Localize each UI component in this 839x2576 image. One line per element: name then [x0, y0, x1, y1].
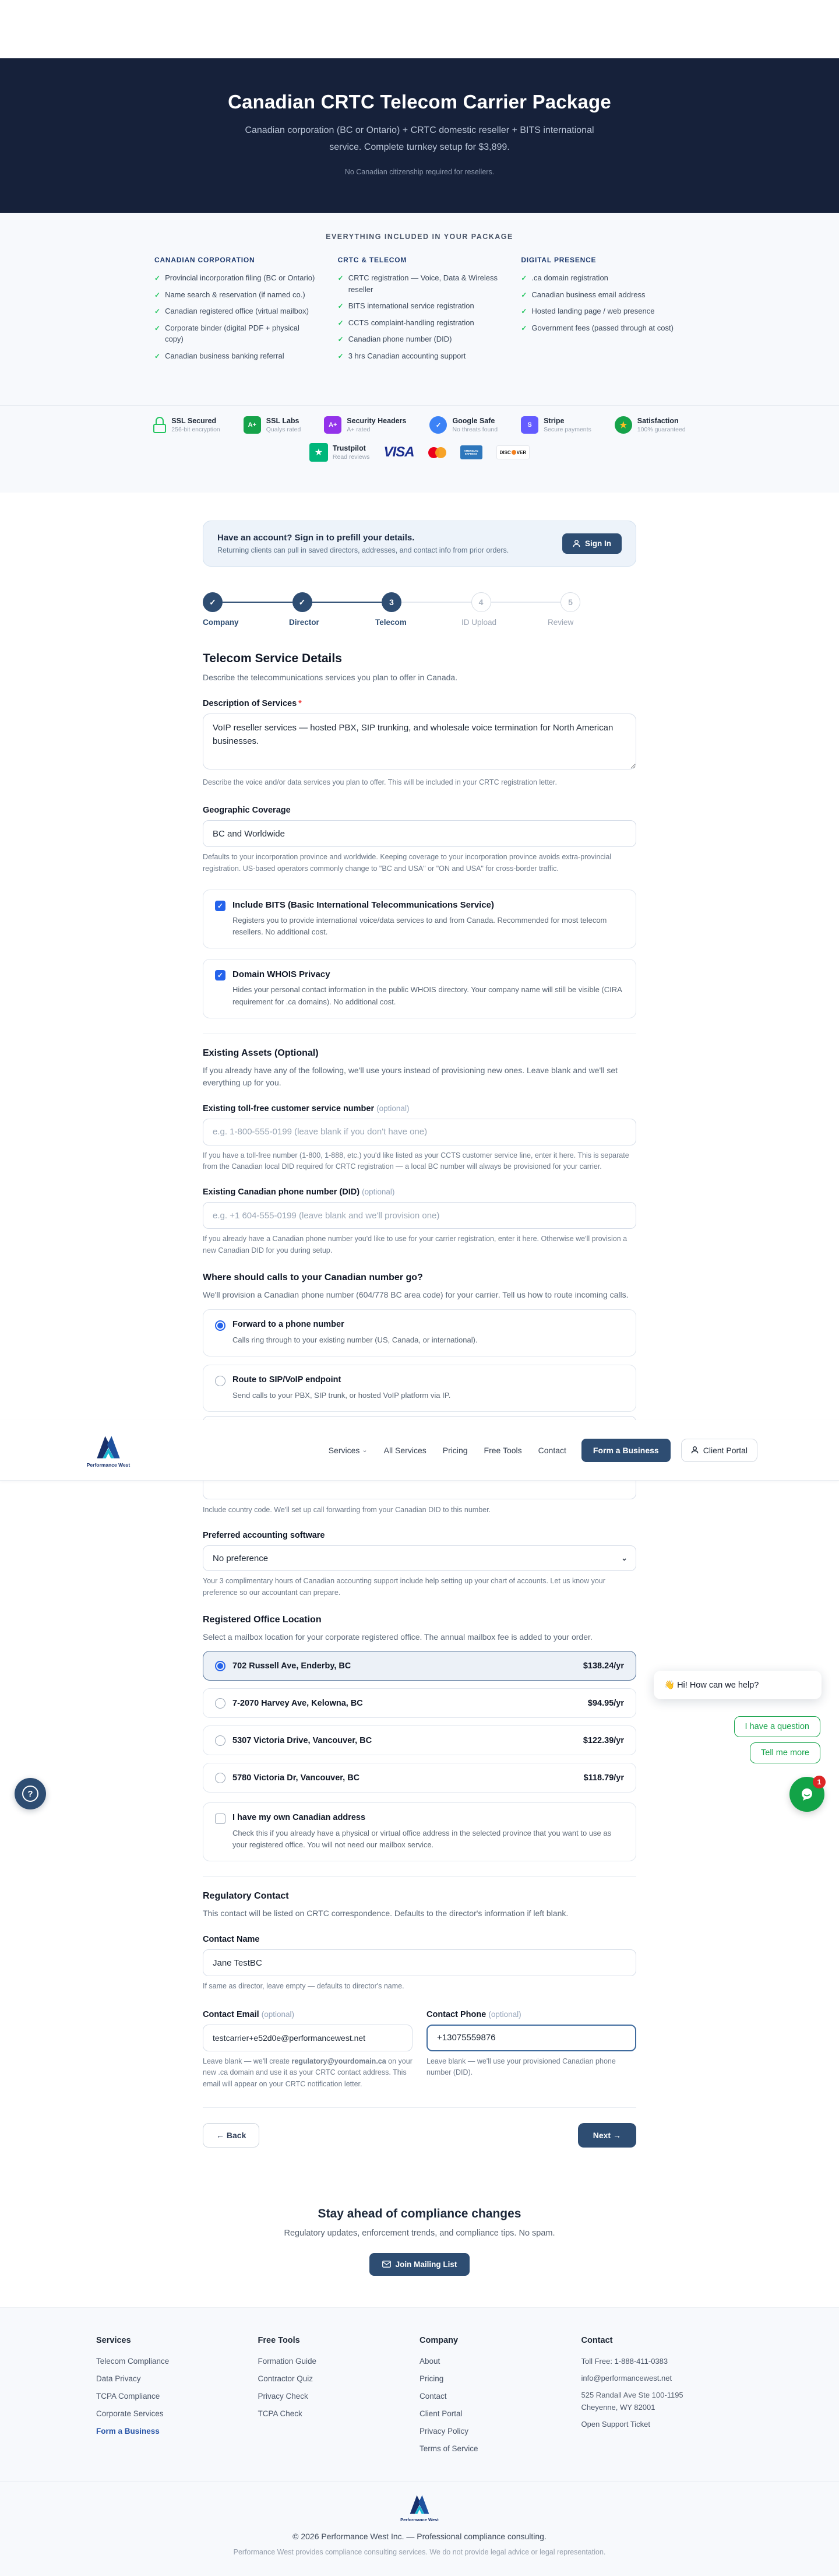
nav-link-pricing[interactable]: Pricing [442, 1445, 468, 1455]
list-item-text: Government fees (passed through at cost) [531, 323, 674, 332]
check-icon: ✓ [337, 352, 344, 360]
stripe-icon: S [521, 416, 538, 434]
badge-sub: A+ rated [347, 426, 371, 433]
discover-text: VER [516, 449, 527, 455]
trustpilot-sub: Read reviews [332, 454, 370, 461]
newsletter-subtitle: Regulatory updates, enforcement trends, and compliance tips. No spam. [284, 2228, 555, 2238]
performance-west-logo-icon [93, 1433, 124, 1461]
hero-banner [0, 58, 839, 213]
footer-col-free-tools [258, 2336, 420, 2462]
routing-option-forward[interactable] [203, 1309, 636, 1356]
office-radio[interactable] [215, 1773, 225, 1783]
footer-logo [0, 2493, 839, 2522]
sip-title: Route to SIP/VoIP endpoint [232, 1375, 341, 1385]
description-textarea[interactable] [203, 714, 636, 769]
coverage-input[interactable] [203, 820, 636, 847]
did-label [203, 1187, 636, 1197]
did-label-text: Existing Canadian phone number (DID) [203, 1187, 360, 1197]
footer-email[interactable]: info@performancewest.net [581, 2373, 672, 2382]
contact-name-input[interactable] [203, 1949, 636, 1976]
badge-security-headers [324, 416, 406, 434]
badge-name: Google Safe [452, 417, 495, 425]
discover-dot-icon [512, 450, 516, 455]
a-plus-icon: A+ [324, 416, 341, 434]
contact-name-label: Contact Name [203, 1935, 260, 1945]
included-title: EVERYTHING INCLUDED IN YOUR PACKAGE [326, 233, 513, 241]
footer-link-terms[interactable]: Terms of Service [420, 2444, 478, 2453]
list-item [338, 272, 502, 295]
list-item [338, 333, 502, 345]
step-label-director: Director [289, 618, 319, 627]
check-icon: ✓ [521, 274, 527, 282]
step-label-telecom: Telecom [375, 618, 407, 627]
client-portal-label: Client Portal [703, 1445, 748, 1455]
arrow-left-icon: ← [216, 2130, 224, 2140]
whois-desc: Hides your personal contact information in the public WHOIS directory. Your company name will still be visible (CIRA requirement for .ca domains). No additional cost. [232, 985, 622, 1006]
tollfree-label-text: Existing toll-free customer service number [203, 1104, 375, 1113]
office-radio[interactable] [215, 1735, 225, 1746]
check-icon: ✓ [337, 318, 344, 327]
included-col-header: CRTC & TELECOM [337, 256, 407, 264]
list-item [154, 305, 318, 317]
badge-satisfaction [615, 416, 686, 434]
office-price: $118.79/yr [583, 1773, 624, 1783]
tollfree-input[interactable] [203, 1119, 636, 1145]
own-address-title: I have my own Canadian address [232, 1813, 366, 1823]
footer-col-heading: Contact [581, 2335, 613, 2345]
contact-phone-field [426, 1995, 636, 2090]
list-item [154, 289, 318, 301]
routing-intro: We'll provision a Canadian phone number (604/778 BC area code) for your carrier. Tell us how to route incoming calls. [203, 1290, 629, 1300]
footer-link-contractor-quiz[interactable]: Contractor Quiz [258, 2374, 313, 2383]
nav-link-free-tools[interactable]: Free Tools [484, 1445, 522, 1455]
footer-link-contact[interactable]: Contact [420, 2391, 447, 2401]
signin-subtitle: Returning clients can pull in saved directors, addresses, and contact info from prior orders. [217, 546, 509, 554]
included-col-corporation [154, 256, 318, 367]
arrow-right-icon: → [613, 2130, 621, 2140]
step-review-circle[interactable]: 5 [560, 592, 580, 612]
step-label-company: Company [203, 618, 239, 627]
step-connector [491, 602, 561, 603]
footer-link-about[interactable]: About [420, 2356, 440, 2366]
footer-link-telecom-compliance[interactable]: Telecom Compliance [96, 2356, 170, 2366]
optional-tag: (optional) [376, 1104, 410, 1113]
list-item [154, 322, 318, 345]
list-item [521, 322, 685, 334]
lock-icon [153, 417, 166, 433]
newsletter-section [0, 2173, 839, 2307]
badge-google-safe [429, 416, 498, 434]
contact-phone-helper: Leave blank — we'll use your provisioned Canadian phone number (DID). [426, 2057, 616, 2077]
signin-title: Have an account? Sign in to prefill your details. [217, 533, 415, 543]
included-grid [154, 256, 685, 367]
section-divider [203, 1876, 636, 1877]
footer-link-privacy-policy[interactable]: Privacy Policy [420, 2426, 469, 2436]
routing-option-sip[interactable] [203, 1365, 636, 1412]
footer-address-line1: 525 Randall Ave Ste 100-1195 [581, 2390, 683, 2399]
chat-quick-reply-question[interactable]: I have a question [734, 1716, 820, 1737]
next-button[interactable] [578, 2123, 636, 2148]
did-input[interactable] [203, 1202, 636, 1229]
own-address-card[interactable] [203, 1802, 636, 1861]
trustpilot-star-icon: ★ [309, 443, 328, 462]
optional-tag: (optional) [488, 2009, 521, 2019]
help-button[interactable] [15, 1778, 46, 1809]
accounting-label: Preferred accounting software [203, 1531, 325, 1541]
step-connector [312, 602, 382, 603]
footer-address-line2: Cheyenne, WY 82001 [581, 2402, 655, 2412]
coverage-helper: Defaults to your incorporation province and worldwide. Keeping coverage to your incorporation province avoids extra-provincial registration. US-based operators commonly change to "BC and USA" or "ON and USA" for cross-border traffic. [203, 853, 612, 873]
office-option-enderby[interactable] [203, 1651, 636, 1681]
nav-link-contact[interactable]: Contact [538, 1445, 566, 1455]
form-a-business-button[interactable]: Form a Business [581, 1439, 671, 1462]
existing-assets-heading: Existing Assets (Optional) [203, 1048, 319, 1058]
footer-col-heading: Company [420, 2335, 459, 2345]
office-heading: Registered Office Location [203, 1615, 322, 1625]
office-intro: Select a mailbox location for your corporate registered office. The annual mailbox fee is added to your order. [203, 1632, 593, 1642]
footer-col-contact [581, 2336, 743, 2462]
helper-bold: regulatory@yourdomain.ca [291, 2057, 386, 2065]
office-price: $94.95/yr [587, 1698, 624, 1708]
contact-email-label [203, 2010, 413, 2019]
check-icon: ✓ [154, 274, 161, 282]
nav-link-all-services[interactable]: All Services [383, 1445, 426, 1455]
list-item-text: Corporate binder (digital PDF + physical copy) [165, 323, 299, 343]
trust-badges-section [0, 405, 839, 493]
check-icon: ✓ [154, 290, 161, 299]
office-option-vancouver-2[interactable] [203, 1763, 636, 1793]
helper-text: on your new .ca domain and use it as your CRTC contact address. This email will appear on your CRTC notification letter. [203, 2057, 413, 2088]
chevron-down-icon: ⌄ [621, 1554, 628, 1563]
list-item [154, 272, 318, 284]
list-item [521, 272, 685, 284]
star-icon: ★ [615, 416, 632, 434]
section-divider [203, 2107, 636, 2108]
contact-email-input[interactable] [203, 2025, 413, 2051]
list-item-text: Hosted landing page / web presence [531, 307, 655, 315]
list-item [338, 350, 502, 362]
included-col-header: CANADIAN CORPORATION [154, 256, 255, 264]
badge-name: SSL Labs [266, 417, 299, 425]
footer-col-services [96, 2336, 258, 2462]
discover-text: DISC [499, 449, 511, 455]
chat-bubble-icon [798, 1786, 816, 1803]
required-mark: * [298, 699, 302, 708]
regulatory-heading: Regulatory Contact [203, 1891, 289, 1902]
person-icon [691, 1446, 699, 1454]
regulatory-intro: This contact will be listed on CRTC correspondence. Defaults to the director's information if left blank. [203, 1909, 569, 1918]
coverage-label: Geographic Coverage [203, 806, 291, 816]
footer-link-form-a-business[interactable]: Form a Business [96, 2426, 160, 2436]
routing-heading: Where should calls to your Canadian number go? [203, 1273, 423, 1283]
contact-email-label-text: Contact Email [203, 2009, 259, 2019]
step-label-id-upload: ID Upload [461, 618, 497, 627]
footer-link-client-portal[interactable]: Client Portal [420, 2409, 463, 2418]
step-label-review: Review [548, 618, 574, 627]
footer-link-tcpa-check[interactable]: TCPA Check [258, 2409, 302, 2418]
contact-phone-label-text: Contact Phone [426, 2009, 487, 2019]
contact-phone-label [426, 2010, 636, 2019]
progress-stepper [203, 592, 636, 638]
whois-checkbox[interactable]: ✓ [215, 970, 225, 981]
list-item-text: CRTC registration — Voice, Data & Wireless reseller [348, 273, 498, 294]
badge-sub: No threats found [452, 426, 498, 433]
tollfree-helper: If you have a toll-free number (1-800, 1-888, etc.) you'd like listed as your CCTS customer service line, enter it here. This is separate from the Canadian local DID required for CRTC registration — a local BC number will always be provisioned for your carrier. [203, 1151, 629, 1171]
check-icon: ✓ [521, 324, 527, 332]
footer-link-data-privacy[interactable]: Data Privacy [96, 2374, 141, 2383]
sign-in-button[interactable] [562, 533, 622, 554]
check-icon: ✓ [337, 302, 344, 310]
badge-name: SSL Secured [171, 417, 217, 425]
footer [0, 2307, 839, 2576]
own-address-checkbox[interactable] [215, 1814, 225, 1824]
sip-desc: Send calls to your PBX, SIP trunk, or hosted VoIP platform via IP. [232, 1391, 451, 1400]
forward-title: Forward to a phone number [232, 1320, 344, 1330]
check-icon: ✓ [154, 324, 161, 332]
check-icon: ✓ [154, 307, 161, 315]
payment-logos-row [0, 443, 839, 462]
badge-sub: 256-bit encryption [171, 426, 220, 433]
accounting-selected-value: No preference [213, 1553, 269, 1563]
navbar-logo[interactable] [82, 1433, 135, 1468]
form-heading: Telecom Service Details [203, 652, 342, 665]
existing-assets-intro: If you already have any of the following, we'll use yours instead of provisioning new ones. Leave blank and we'll set everything up for you. [203, 1065, 618, 1087]
description-helper: Describe the voice and/or data services you plan to offer. This will be included in your CRTC registration letter. [203, 778, 557, 786]
whois-option-card[interactable] [203, 959, 636, 1018]
badge-ssl-secured [153, 417, 220, 433]
back-label: Back [226, 2130, 246, 2140]
list-item [338, 317, 502, 329]
hero-note: No Canadian citizenship required for resellers. [344, 167, 495, 176]
list-item-text: .ca domain registration [531, 273, 608, 282]
footer-copyright: © 2026 Performance West Inc. — Professional compliance consulting. [292, 2531, 547, 2541]
list-item-text: Canadian phone number (DID) [348, 335, 452, 343]
whois-title: Domain WHOIS Privacy [232, 969, 330, 980]
accounting-helper: Your 3 complimentary hours of Canadian accounting support include help setting up your chart of accounts. Let us know your preference so our accountant can prepare. [203, 1577, 605, 1597]
list-item-text: CCTS complaint-handling registration [348, 318, 474, 327]
list-item [521, 289, 685, 301]
footer-col-heading: Services [96, 2335, 131, 2345]
badge-stripe [521, 416, 591, 434]
join-mailing-list-button[interactable] [369, 2253, 470, 2276]
question-icon: ? [22, 1786, 38, 1802]
included-col-digital [521, 256, 685, 367]
contact-email-field [203, 1995, 413, 2090]
back-button[interactable] [203, 2123, 259, 2148]
navbar-brand-text: Performance West [86, 1461, 131, 1468]
check-circle-icon: ✓ [429, 416, 447, 434]
tollfree-label [203, 1104, 636, 1113]
bits-title: Include BITS (Basic International Telecommunications Service) [232, 900, 495, 911]
included-col-crtc [338, 256, 502, 367]
chat-greeting-bubble: 👋 Hi! How can we help? [654, 1671, 822, 1699]
check-icon: ✓ [337, 274, 344, 282]
office-option-kelowna[interactable] [203, 1688, 636, 1718]
check-icon: ✓ [337, 335, 344, 343]
sticky-navbar [0, 1420, 839, 1481]
chat-quick-reply-tell-me-more[interactable]: Tell me more [750, 1742, 820, 1763]
visa-logo: VISA [383, 444, 414, 460]
amex-logo: AMERICAN EXPRESS [460, 445, 482, 459]
list-item-text: BITS international service registration [348, 301, 474, 310]
contact-phone-input[interactable] [426, 2025, 636, 2051]
top-whitespace [0, 0, 839, 58]
bits-option-card[interactable] [203, 890, 636, 948]
badge-ssl-labs [244, 416, 301, 434]
page-title: Canadian CRTC Telecom Carrier Package [228, 91, 611, 113]
chevron-down-icon: ⌄ [362, 1447, 368, 1454]
office-address: 5780 Victoria Dr, Vancouver, BC [232, 1773, 360, 1783]
footer-link-privacy-check[interactable]: Privacy Check [258, 2391, 308, 2401]
list-item-text: Canadian business email address [531, 290, 646, 299]
list-item-text: Provincial incorporation filing (BC or Ontario) [165, 273, 315, 282]
form-section [0, 493, 839, 2173]
footer-bottom [0, 2482, 839, 2576]
client-portal-button[interactable] [681, 1439, 757, 1462]
footer-link-corporate-services[interactable]: Corporate Services [96, 2409, 164, 2418]
badge-sub: 100% guaranteed [637, 426, 686, 433]
person-icon [573, 540, 580, 547]
office-radio[interactable] [215, 1698, 225, 1709]
office-price: $138.24/yr [583, 1661, 624, 1671]
bits-desc: Registers you to provide international voice/data services to and from Canada. Recommended for most telecom resellers. No additional cost. [232, 916, 607, 937]
step-connector [401, 602, 471, 603]
forward-desc: Calls ring through to your existing number (US, Canada, or international). [232, 1336, 478, 1345]
trustpilot-name: Trustpilot [332, 444, 366, 452]
optional-tag: (optional) [261, 2009, 294, 2019]
office-address: 7-2070 Harvey Ave, Kelowna, BC [232, 1698, 363, 1708]
footer-support-ticket[interactable]: Open Support Ticket [581, 2419, 651, 2429]
form-intro: Describe the telecommunications services you plan to offer in Canada. [203, 673, 458, 682]
list-item-text: Canadian business banking referral [165, 351, 284, 360]
signin-banner [203, 521, 636, 567]
sip-radio[interactable] [215, 1376, 225, 1386]
trust-badges-row [0, 416, 839, 434]
envelope-icon [382, 2261, 391, 2268]
footer-col-company [420, 2336, 581, 2462]
check-icon: ✓ [154, 352, 161, 360]
list-item-text: Canadian registered office (virtual mailbox) [165, 307, 309, 315]
office-price: $122.39/yr [583, 1735, 624, 1745]
list-item-text: Name search & reservation (if named co.) [165, 290, 305, 299]
step-connector [223, 602, 292, 603]
sign-in-label: Sign In [585, 539, 611, 548]
contact-email-helper [203, 2056, 413, 2090]
a-plus-icon: A+ [244, 416, 261, 434]
footer-brand-text: Performance West [400, 2517, 439, 2522]
bits-checkbox[interactable]: ✓ [215, 901, 225, 911]
office-option-vancouver-1[interactable] [203, 1725, 636, 1755]
badge-name: Stripe [544, 417, 565, 425]
step-telecom-circle[interactable]: 3 [382, 592, 401, 612]
office-address: 5307 Victoria Drive, Vancouver, BC [232, 1735, 372, 1745]
footer-link-formation-guide[interactable]: Formation Guide [258, 2356, 317, 2366]
list-item-text: 3 hrs Canadian accounting support [348, 351, 466, 360]
contact-name-helper: If same as director, leave empty — defaults to director's name. [203, 1982, 404, 1991]
badge-sub: Secure payments [544, 426, 591, 433]
chat-unread-badge: 1 [813, 1776, 826, 1788]
nav-link-services[interactable] [329, 1446, 368, 1455]
included-section [0, 213, 839, 405]
discover-logo [496, 445, 530, 459]
badge-name: Security Headers [347, 417, 407, 425]
badge-sub: Qualys rated [266, 426, 301, 433]
own-address-desc: Check this if you already have a physical or virtual office address in the selected province that you want to use as your registered office. You will not need our mailbox service. [232, 1829, 612, 1850]
accounting-software-select[interactable] [203, 1545, 636, 1571]
list-item [338, 300, 502, 312]
badge-name: Satisfaction [637, 417, 679, 425]
office-radio[interactable] [215, 1661, 225, 1671]
forward-helper: Include country code. We'll set up call forwarding from your Canadian DID to this number. [203, 1505, 491, 1514]
included-col-header: DIGITAL PRESENCE [521, 256, 597, 264]
footer-col-heading: Free Tools [258, 2335, 300, 2345]
footer-link-tcpa-compliance[interactable]: TCPA Compliance [96, 2391, 160, 2401]
mastercard-logo [428, 447, 446, 458]
next-label: Next [593, 2130, 611, 2140]
hero-subtitle: Canadian corporation (BC or Ontario) + CRTC domestic reseller + BITS international service. Complete turnkey setup for $3,899. [245, 125, 594, 152]
list-item [154, 350, 318, 362]
description-label-text: Description of Services [203, 699, 297, 708]
footer-tollfree[interactable]: Toll Free: 1-888-411-0383 [581, 2356, 668, 2366]
step-director-circle[interactable]: ✓ [292, 592, 312, 612]
step-company-circle[interactable]: ✓ [203, 592, 223, 612]
helper-text: Leave blank — we'll create [203, 2057, 292, 2065]
description-label [203, 699, 636, 708]
performance-west-logo-icon [406, 2493, 433, 2516]
footer-disclaimer: Performance West provides compliance consulting services. We do not provide legal advice or legal representation. [233, 2547, 606, 2556]
join-mailing-list-label: Join Mailing List [395, 2259, 457, 2269]
office-address: 702 Russell Ave, Enderby, BC [232, 1661, 351, 1671]
list-item [521, 305, 685, 317]
optional-tag: (optional) [362, 1187, 395, 1197]
nav-link-label: Services [328, 1445, 360, 1455]
did-helper: If you already have a Canadian phone number you'd like to use for your carrier registration, enter it here. Otherwise we'll provision a new Canadian DID for you during setup. [203, 1235, 628, 1254]
trustpilot-badge[interactable] [309, 443, 370, 462]
chat-launcher-button[interactable] [789, 1777, 824, 1812]
check-icon: ✓ [521, 307, 527, 315]
newsletter-heading: Stay ahead of compliance changes [318, 2206, 521, 2220]
forward-radio[interactable] [215, 1320, 225, 1331]
check-icon: ✓ [521, 290, 527, 299]
step-id-upload-circle[interactable]: 4 [471, 592, 491, 612]
footer-link-pricing[interactable]: Pricing [420, 2374, 444, 2383]
